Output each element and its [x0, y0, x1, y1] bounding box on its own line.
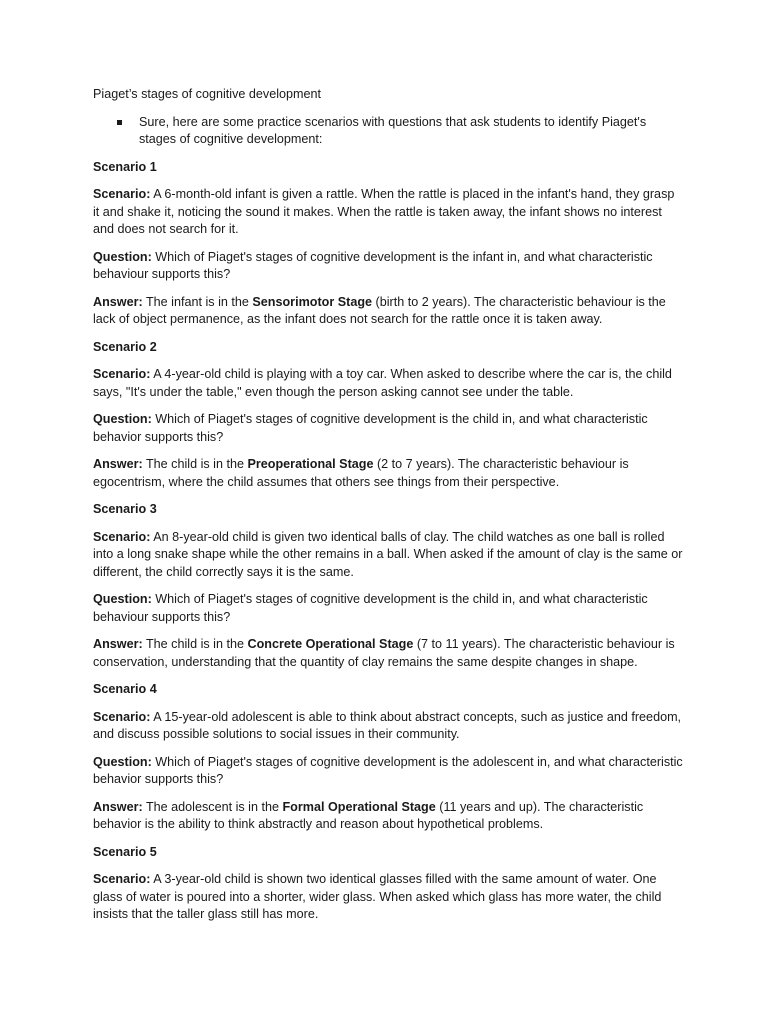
- answer-stage: Preoperational Stage: [247, 457, 374, 471]
- scenario-label: Scenario:: [93, 709, 151, 724]
- scenario-text: [93, 871, 683, 924]
- scenario-heading: Scenario 4: [93, 682, 157, 696]
- scenario-body: A 4-year-old child is playing with a toy car. When asked to describe where the car is, the child says, "It's under the table," even though the person asking cannot see under the table.: [93, 367, 672, 399]
- answer-pre: The child is in the: [145, 637, 248, 651]
- intro-bullet: [93, 114, 683, 149]
- question-body: Which of Piaget's stages of cognitive development is the child in, and what characteristic behaviour supports this?: [93, 592, 648, 624]
- scenario-block-3: [93, 501, 683, 671]
- question-body: Which of Piaget's stages of cognitive development is the adolescent in, and what characteristic behavior supports this?: [93, 754, 683, 786]
- scenario-label: Scenario:: [93, 872, 151, 886]
- scenario-text: [93, 186, 683, 239]
- question-text: [93, 249, 683, 284]
- scenario-body: An 8-year-old child is given two identical balls of clay. The child watches as one ball is rolled into a long snake shape while the other remains in a ball. When asked if the amount of clay is the same or different, the child correctly says it is the same.: [93, 529, 683, 579]
- question-text: [93, 754, 683, 789]
- answer-stage: Formal Operational Stage: [282, 799, 436, 814]
- scenario-block-1: [93, 159, 683, 329]
- answer-label: Answer:: [93, 637, 143, 651]
- scenario-label: Scenario:: [93, 187, 151, 201]
- scenario-text: [93, 366, 683, 401]
- scenario-block-5: [93, 844, 683, 924]
- scenario-label: Scenario:: [93, 529, 151, 544]
- answer-text: [93, 456, 683, 491]
- scenario-body: A 3-year-old child is shown two identical glasses filled with the same amount of water. One glass of water is poured into a shorter, wider glass. When asked which glass has more water, the child insists that the taller glass still has more.: [93, 872, 662, 921]
- scenario-body: A 15-year-old adolescent is able to think about abstract concepts, such as justice and freedom, and discuss possible solutions to social issues in their community.: [93, 709, 682, 741]
- scenario-heading: Scenario 1: [93, 159, 157, 174]
- question-label: Question:: [93, 412, 152, 426]
- scenario-text: [93, 709, 683, 744]
- question-label: Question:: [93, 754, 152, 769]
- intro-bullet-text: Sure, here are some practice scenarios with questions that ask students to identify Piaget's stages of cognitive development:: [139, 114, 647, 146]
- scenario-block-2: [93, 339, 683, 492]
- scenario-label: Scenario:: [93, 367, 151, 381]
- answer-pre: The child is in the: [145, 457, 248, 471]
- answer-post: (7 to 11 years). The characteristic behaviour is conservation, understanding that the quantity of clay remains the same despite changes in shape.: [93, 637, 675, 669]
- square-bullet-icon: [93, 114, 139, 149]
- question-text: [93, 411, 683, 446]
- answer-post: (2 to 7 years). The characteristic behaviour is egocentrism, where the child assumes that others see things from their perspective.: [93, 457, 629, 489]
- scenario-heading: Scenario 3: [93, 502, 157, 516]
- question-text: [93, 591, 683, 626]
- scenario-heading: Scenario 5: [93, 844, 157, 859]
- answer-stage: Sensorimotor Stage: [252, 294, 373, 309]
- answer-label: Answer:: [93, 457, 143, 471]
- answer-text: [93, 636, 683, 671]
- answer-label: Answer:: [93, 294, 143, 309]
- scenario-text: [93, 529, 683, 582]
- question-label: Question:: [93, 592, 152, 606]
- scenario-heading: Scenario 2: [93, 339, 157, 354]
- answer-label: Answer:: [93, 799, 143, 814]
- document-title: Piaget’s stages of cognitive development: [93, 87, 321, 101]
- answer-stage: Concrete Operational Stage: [247, 637, 414, 651]
- question-label: Question:: [93, 249, 152, 264]
- answer-post: (birth to 2 years). The characteristic behaviour is the lack of object permanence, as the infant does not search for the rattle once it is taken away.: [93, 294, 666, 326]
- answer-pre: The adolescent is in the: [145, 799, 283, 814]
- question-body: Which of Piaget's stages of cognitive development is the child in, and what characteristic behavior supports this?: [93, 412, 648, 444]
- answer-post: (11 years and up). The characteristic behavior is the ability to think abstractly and reason about hypothetical problems.: [93, 799, 644, 831]
- answer-pre: The infant is in the: [145, 294, 253, 309]
- scenario-block-4: [93, 681, 683, 834]
- answer-text: [93, 799, 683, 834]
- question-body: Which of Piaget's stages of cognitive development is the infant in, and what characteristic behaviour supports this?: [93, 249, 653, 281]
- scenario-body: A 6-month-old infant is given a rattle. When the rattle is placed in the infant's hand, they grasp it and shake it, noticing the sound it makes. When the rattle is taken away, the infant shows no interest and does not search for it.: [93, 187, 675, 236]
- document-page: [93, 86, 683, 934]
- answer-text: [93, 294, 683, 329]
